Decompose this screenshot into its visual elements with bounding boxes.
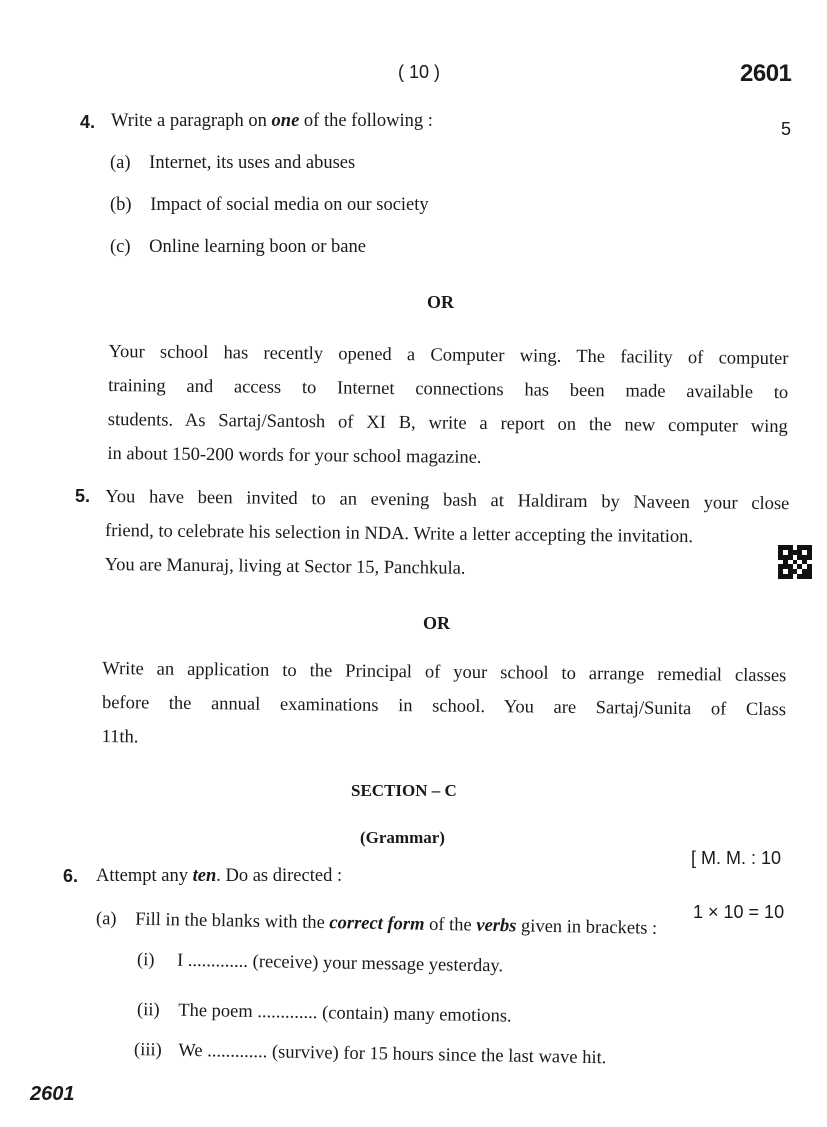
part-a-instruction <box>96 909 657 940</box>
question-prompt <box>96 866 342 887</box>
paragraph-line: students. As Sartaj/Santosh of XI B, write a report on the new computer wing <box>107 409 788 438</box>
option-text: Online learning boon or bane <box>149 237 366 257</box>
or-divider: OR <box>423 613 450 633</box>
prompt-emphasis: one <box>271 111 300 131</box>
option-b <box>110 195 429 216</box>
option-label: (a) <box>110 153 131 173</box>
or-divider: OR <box>427 292 454 312</box>
option-text: Impact of social media on our society <box>150 195 429 215</box>
paragraph-line: Write an application to the Principal of your school to arrange remedial classes <box>102 659 787 687</box>
max-marks: [ M. M. : 10 <box>691 848 782 868</box>
alternative-question <box>107 335 788 478</box>
item-label: (iii) <box>133 1040 162 1061</box>
option-a <box>110 153 355 174</box>
instruction-text: given in brackets : <box>516 916 658 939</box>
paragraph-line: before the annual examinations in school. You are Sartaj/Sunita of Class <box>101 693 787 721</box>
option-label: (b) <box>110 195 132 215</box>
page-number: ( 10 ) <box>398 62 441 82</box>
fill-blank-item-1 <box>137 950 503 977</box>
section-title: SECTION – C <box>351 781 457 800</box>
instruction-text: of the <box>424 914 477 936</box>
section-subtitle: (Grammar) <box>360 828 445 847</box>
paragraph-line: 11th. <box>101 726 139 748</box>
prompt-text: of the following : <box>299 111 433 131</box>
question-number: 6. <box>63 866 79 886</box>
paragraph-line: You are Manuraj, living at Sector 15, Panchkula. <box>104 554 466 579</box>
alternative-question <box>101 652 786 761</box>
paragraph-line: training and access to Internet connections has been made available to <box>108 376 789 404</box>
question-marks: 1 × 10 = 10 <box>693 902 785 922</box>
part-label: (a) <box>95 909 117 930</box>
paragraph-line: You have been invited to an evening bash at Haldiram by Naveen your close <box>105 487 790 515</box>
instruction-text: Fill in the blanks with the <box>135 909 330 934</box>
option-label: (c) <box>110 237 131 257</box>
prompt-text: Attempt any <box>96 866 193 886</box>
option-c <box>110 237 366 258</box>
fill-blank-item-2 <box>137 1000 512 1028</box>
question-prompt <box>104 480 789 589</box>
item-text: The poem ............. (contain) many emotions. <box>178 1000 512 1027</box>
item-text: I ............. (receive) your message yesterday. <box>176 950 504 977</box>
paragraph-line: in about 150-200 words for your school magazine. <box>107 443 482 468</box>
question-number: 4. <box>80 112 96 132</box>
paper-code: 2601 <box>740 60 792 87</box>
qr-code-icon <box>778 545 812 579</box>
question-number: 5. <box>75 486 91 506</box>
question-prompt <box>111 111 433 132</box>
option-text: Internet, its uses and abuses <box>149 153 356 173</box>
fill-blank-item-3 <box>134 1040 607 1069</box>
item-label: (i) <box>136 950 155 971</box>
footer-paper-code: 2601 <box>30 1083 75 1105</box>
question-marks: 5 <box>781 119 792 139</box>
prompt-text: Write a paragraph on <box>111 111 272 131</box>
paragraph-line: Your school has recently opened a Computer wing. The facility of computer <box>108 342 789 370</box>
prompt-text: . Do as directed : <box>216 866 343 886</box>
paragraph-line: friend, to celebrate his selection in NDA. Write a letter accepting the invitation. <box>104 521 694 548</box>
instruction-emphasis: verbs <box>476 915 517 937</box>
prompt-emphasis: ten <box>192 866 217 886</box>
item-label: (ii) <box>136 1000 160 1021</box>
item-text: We ............. (survive) for 15 hours since the last wave hit. <box>178 1040 607 1069</box>
instruction-emphasis: correct form <box>329 913 425 935</box>
